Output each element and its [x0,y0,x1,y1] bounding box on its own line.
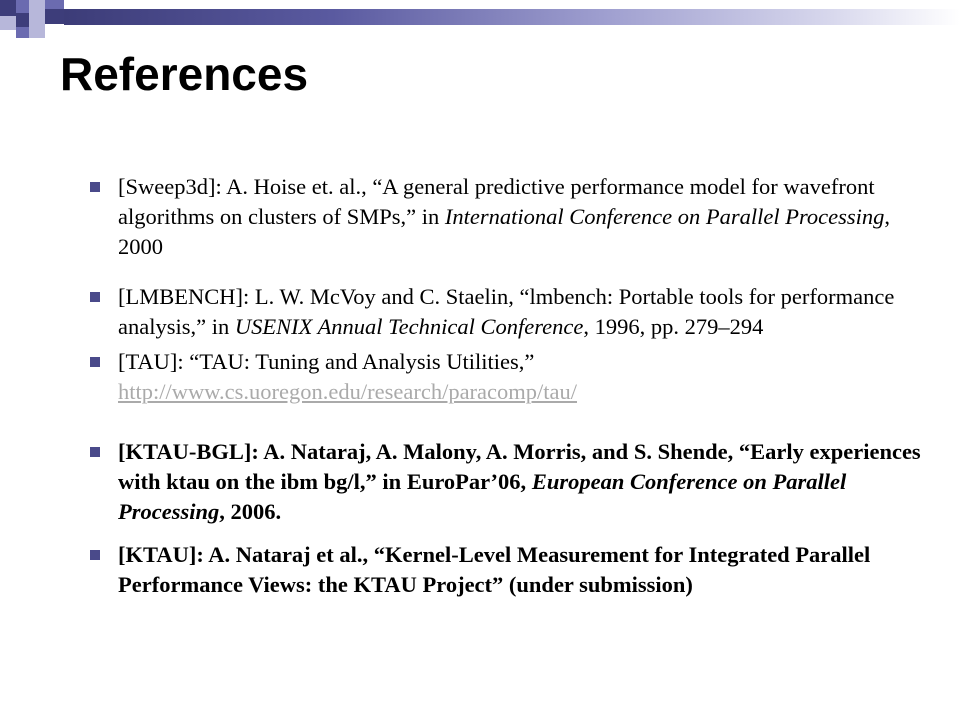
decor-square [16,0,29,13]
reference-venue: USENIX Annual Technical Conference [234,314,584,339]
reference-suffix: , 2000 [118,204,891,259]
decor-square [16,27,29,38]
decor-square [16,13,29,27]
reference-lmbench [88,282,938,342]
decor-square [45,9,64,24]
reference-text: [Sweep3d]: A. Hoise et. al., “A general predictive performance model for wavefront algorithms on clusters of SMPs,” in [118,174,875,229]
reference-suffix: , 1996, pp. 279–294 [583,314,764,339]
reference-tau [88,347,938,407]
decor-square [29,24,45,38]
reference-text: [LMBENCH]: L. W. McVoy and C. Staelin, “lmbench: Portable tools for performance analysis,” in [118,284,895,339]
reference-venue: European Conference on Parallel Processing [118,469,847,524]
reference-venue: International Conference on Parallel Processing [444,204,885,229]
tau-link[interactable]: http://www.cs.uoregon.edu/research/paracomp/tau/ [118,379,578,404]
decor-square [29,9,45,24]
reference-text: [TAU]: “TAU: Tuning and Analysis Utilities,” [118,349,535,374]
reference-ktau [88,540,938,600]
header-band [64,9,960,25]
reference-text: [KTAU-BGL]: A. Nataraj, A. Malony, A. Morris, and S. Shende, “Early experiences with ktau on the ibm bg/l,” in EuroPar’06, [118,439,921,494]
decor-square [0,16,16,30]
reference-list [88,172,938,600]
decor-square [0,0,16,16]
reference-sweep3d [88,172,938,262]
reference-suffix: , 2006. [219,499,282,524]
slide-title: References [60,48,309,100]
reference-ktau-bgl [88,437,938,527]
decor-square [45,0,64,9]
decor-square [29,0,45,9]
reference-text: [KTAU]: A. Nataraj et al., “Kernel-Level Measurement for Integrated Parallel Performance Views: the KTAU Project” (under submission) [118,542,871,597]
